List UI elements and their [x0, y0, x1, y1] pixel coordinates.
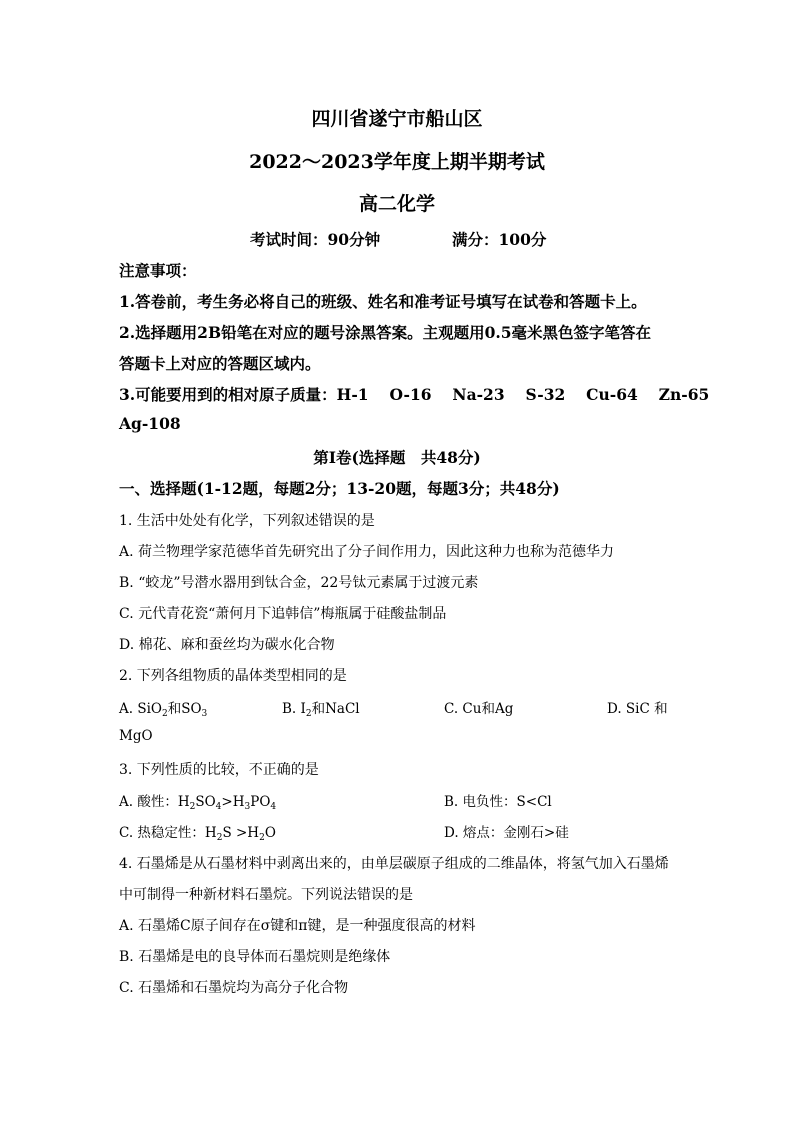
question-3-option-d: D. 熔点：金刚石>硅: [444, 825, 569, 841]
q3c-text-2: S >H: [222, 825, 260, 841]
note-2: 2.选择题用2B铅笔在对应的题号涂黑答案。主观题用0.5毫米黑色签字笔答在: [119, 323, 652, 342]
subject-title: 高二化学: [358, 193, 435, 215]
note-1: 1.答卷前，考生务必将自己的班级、姓名和准考证号填写在试卷和答题卡上。: [119, 292, 647, 311]
question-3-option-c: [119, 821, 276, 843]
q3c-text: C. 热稳定性：H: [119, 825, 217, 841]
question-3-option-b: B. 电负性：S<Cl: [444, 794, 552, 810]
q3a-sub-2: 4: [215, 802, 222, 812]
question-2-stem: 2. 下列各组物质的晶体类型相同的是: [119, 668, 347, 684]
exam-name-title: 2022～2023学年度上期半期考试: [249, 151, 545, 173]
q2a-sub-1: 2: [161, 709, 168, 719]
question-4-option-b: B. 石墨烯是电的良导体而石墨烷则是绝缘体: [119, 949, 391, 965]
question-4-stem: 4. 石墨烯是从石墨材料中剥离出来的，由单层碳原子组成的二维晶体，将氢气加入石墨烯: [119, 856, 669, 872]
note-3: 3.可能要用到的相对原子质量：H-1 O-16 Na-23 S-32 Cu-64 Zn-65: [119, 385, 710, 404]
q3a-text-4: PO: [250, 794, 271, 810]
q3a-text: A. 酸性：H: [119, 794, 190, 810]
question-1-option-c: C. 元代青花瓷“萧何月下追韩信”梅瓶属于硅酸盐制品: [119, 606, 447, 622]
q3a-sub-4: 4: [270, 802, 277, 812]
question-1-option-b: B. “蛟龙”号潜水器用到钛合金，22号钛元素属于过渡元素: [119, 575, 479, 591]
section-title: 第Ⅰ卷(选择题 共48分): [313, 448, 481, 467]
question-2-option-c: C. Cu和Ag: [444, 701, 514, 717]
question-1-stem: 1. 生活中处处有化学，下列叙述错误的是: [119, 513, 375, 529]
q3c-sub-1: 2: [216, 833, 223, 843]
part-heading: 一、选择题(1-12题，每题2分；13-20题，每题3分；共48分): [119, 479, 560, 498]
question-3-stem: 3. 下列性质的比较，不正确的是: [119, 762, 319, 778]
q3a-sub-3: 3: [244, 802, 251, 812]
q3a-sub-1: 2: [189, 802, 196, 812]
question-4-stem-continued: 中可制得一种新材料石墨烷。下列说法错误的是: [119, 887, 413, 903]
q2a-text: A. SiO: [119, 701, 162, 717]
q2b-text: B. I: [282, 701, 306, 717]
q2a-sub-2: 3: [201, 709, 208, 719]
question-4-option-c: C. 石墨烯和石墨烷均为高分子化合物: [119, 980, 349, 996]
q3a-text-3: >H: [221, 794, 245, 810]
note-2-continued: 答题卡上对应的答题区域内。: [119, 354, 321, 373]
q2a-text-2: 和SO: [167, 701, 202, 717]
question-1-option-a: A. 荷兰物理学家范德华首先研究出了分子间作用力，因此这种力也称为范德华力: [119, 544, 615, 560]
note-3-continued: Ag-108: [119, 414, 181, 433]
q2b-sub: 2: [305, 709, 312, 719]
full-score: 满分：100分: [452, 230, 547, 249]
exam-time: 考试时间：90分钟: [250, 230, 381, 249]
q3c-text-3: O: [264, 825, 276, 841]
notes-heading: 注意事项：: [119, 261, 197, 280]
question-2-option-a: [119, 697, 207, 719]
q3c-sub-2: 2: [259, 833, 265, 843]
question-2-option-d-continued: MgO: [119, 728, 153, 744]
question-2-option-d: D. SiC 和: [607, 701, 668, 717]
q3a-text-2: SO: [195, 794, 216, 810]
exam-region-title: 四川省遂宁市船山区: [311, 108, 483, 130]
question-3-option-a: [119, 790, 276, 812]
question-4-option-a: A. 石墨烯C原子间存在σ键和π键，是一种强度很高的材料: [119, 918, 476, 934]
question-2-option-b: [282, 697, 360, 719]
q2b-text-2: 和NaCl: [311, 701, 360, 717]
question-1-option-d: D. 棉花、麻和蚕丝均为碳水化合物: [119, 637, 335, 653]
